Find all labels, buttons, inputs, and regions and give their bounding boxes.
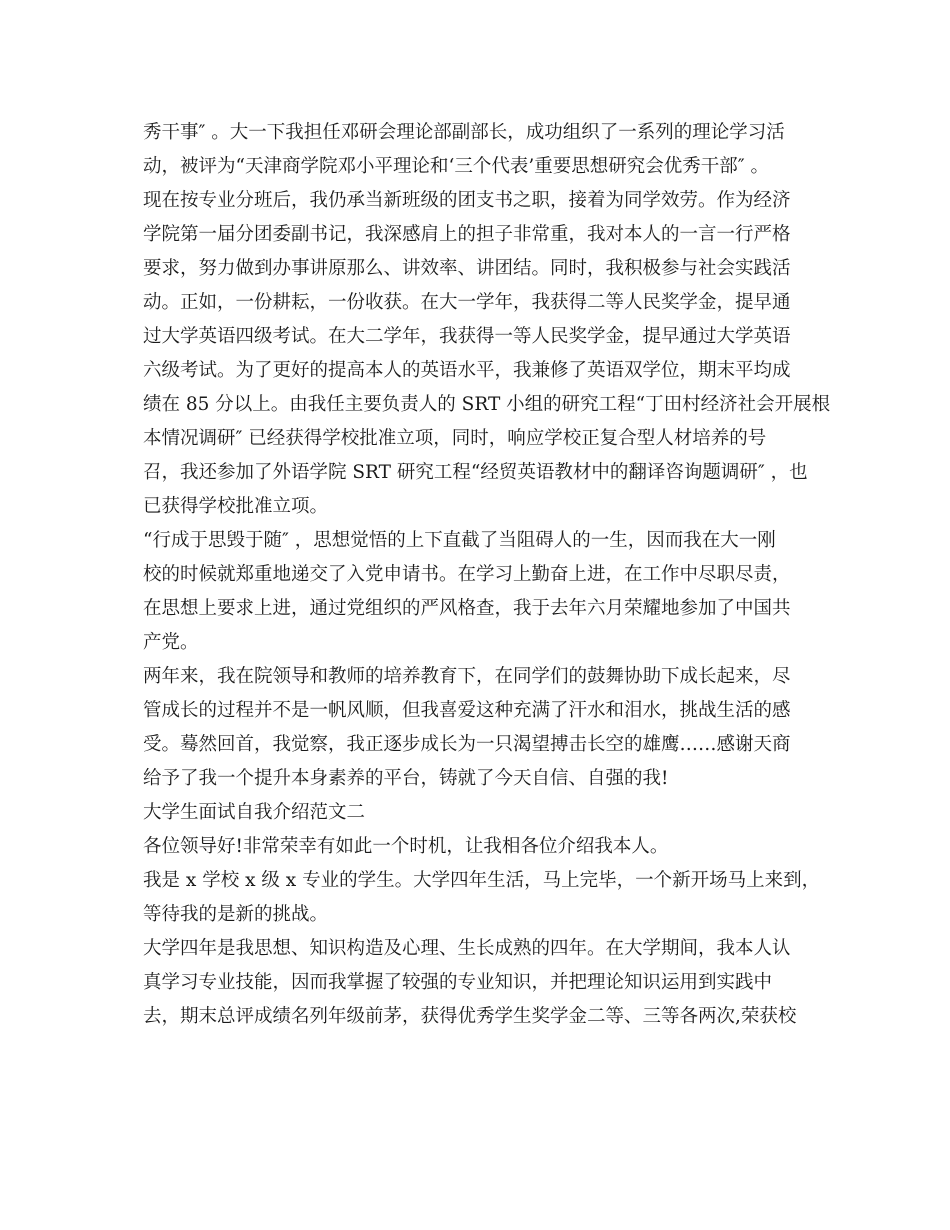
- text-line: 过大学英语四级考试。在大二学年，我获得一等人民奖学金，提早通过大学英语: [143, 326, 791, 347]
- text-line: 产党。: [143, 632, 199, 653]
- text-line: 等待我的是新的挑战。: [143, 904, 329, 925]
- text-line: 两年来，我在院领导和教师的培养教育下，在同学们的鼓舞协助下成长起来，尽: [143, 666, 791, 687]
- text-line: 动，被评为“天津商学院邓小平理论和‘三个代表’重要思想研究会优秀干部″ 。: [143, 156, 770, 177]
- text-line: 给予了我一个提升本身素养的平台，铸就了今天自信、自强的我!: [143, 768, 669, 789]
- text-line: 受。蓦然回首，我觉察，我正逐步成长为一只渴望搏击长空的雄鹰……感谢天商: [143, 734, 791, 755]
- text-line: “行成于思毁于随″ ，思想觉悟的上下直截了当阻碍人的一生，因而我在大一刚: [143, 530, 776, 551]
- text-line: 大学四年是我思想、知识构造及心理、生长成熟的四年。在大学期间，我本人认: [143, 938, 791, 959]
- text-line: 现在按专业分班后，我仍承当新班级的团支书之职，接着为同学效劳。作为经济: [143, 190, 791, 211]
- text-line: 六级考试。为了更好的提高本人的英语水平，我兼修了英语双学位，期末平均成: [143, 360, 791, 381]
- text-line: 秀干事″ 。大一下我担任邓研会理论部副部长，成功组织了一系列的理论学习活: [143, 122, 785, 143]
- text-line: 各位领导好!非常荣幸有如此一个时机，让我相各位介绍我本人。: [143, 836, 669, 857]
- document-body: [143, 116, 831, 1034]
- text-line: 本情况调研″ 已经获得学校批准立项，同时，响应学校正复合型人材培养的号: [143, 428, 767, 449]
- text-line: 召，我还参加了外语学院 SRT 研究工程“经贸英语教材中的翻译咨询题调研″ ，也: [143, 462, 808, 483]
- section-heading: 大学生面试自我介绍范文二: [143, 802, 366, 823]
- text-line: 在思想上要求上进，通过党组织的严风格查，我于去年六月荣耀地参加了中国共: [143, 598, 791, 619]
- text-line: 我是 x 学校 x 级 x 专业的学生。大学四年生活，马上完毕，一个新开场马上来到，: [143, 870, 821, 891]
- text-line: 要求，努力做到办事讲原那么、讲效率、讲团结。同时，我积极参与社会实践活: [143, 258, 791, 279]
- text-line: 动。正如，一份耕耘，一份收获。在大一学年，我获得二等人民奖学金，提早通: [143, 292, 791, 313]
- text-line: 管成长的过程并不是一帆风顺，但我喜爱这种充满了汗水和泪水，挑战生活的感: [143, 700, 791, 721]
- text-line: 真学习专业技能，因而我掌握了较强的专业知识，并把理论知识运用到实践中: [143, 972, 773, 993]
- text-line: 绩在 85 分以上。由我任主要负责人的 SRT 小组的研究工程“丁田村经济社会开展根: [143, 394, 831, 415]
- text-line: 已获得学校批准立项。: [143, 496, 329, 517]
- text-line: 学院第一届分团委副书记，我深感肩上的担子非常重，我对本人的一言一行严格: [143, 224, 791, 245]
- text-line: 去，期末总评成绩名列年级前茅，获得优秀学生奖学金二等、三等各两次,荣获校: [143, 1006, 797, 1027]
- text-line: 校的时候就郑重地递交了入党申请书。在学习上勤奋上进，在工作中尽职尽责，: [143, 564, 791, 585]
